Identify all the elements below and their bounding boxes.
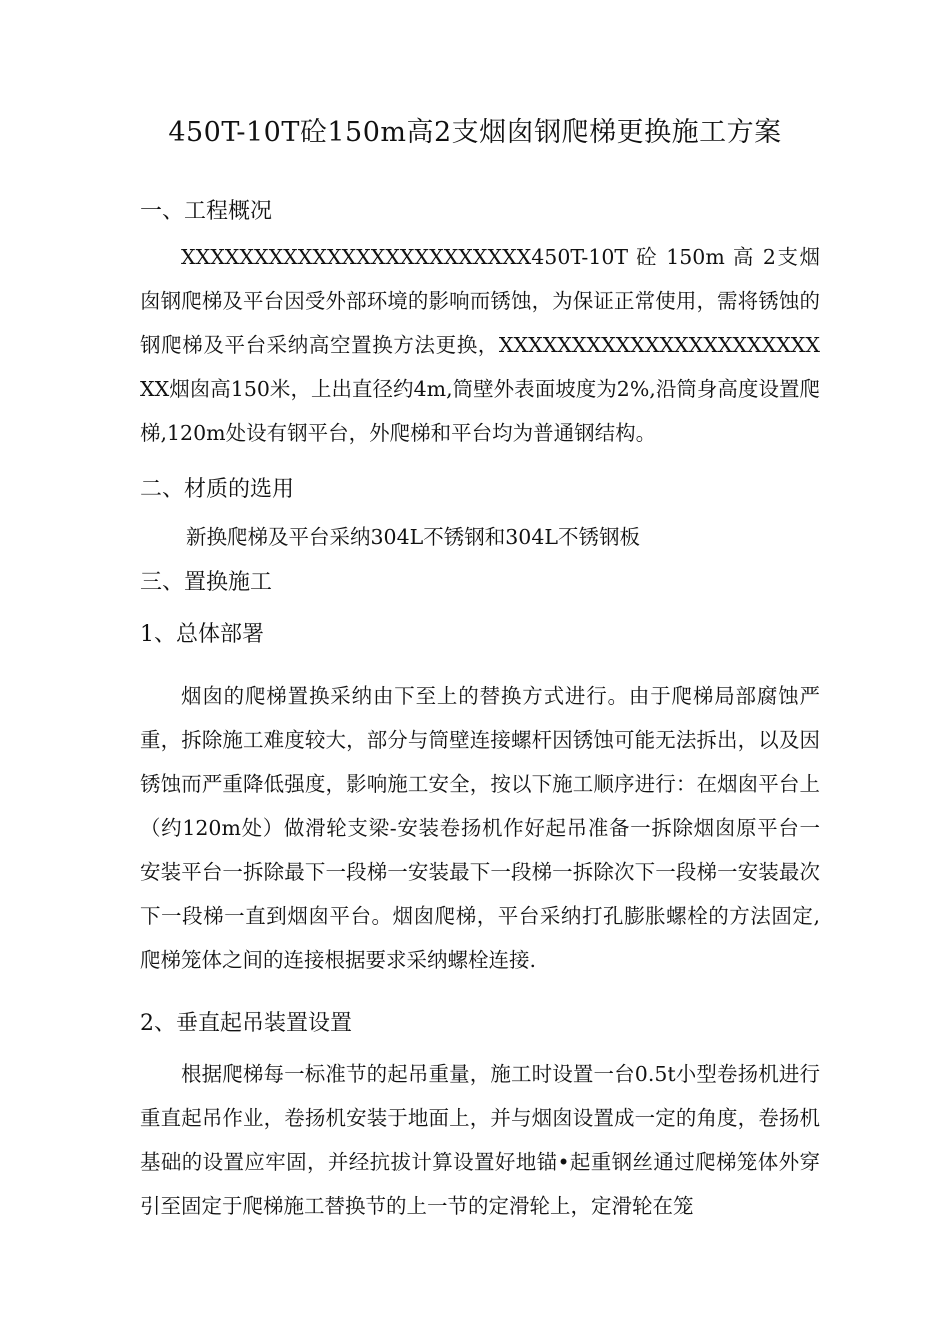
section-heading-overview: 一、工程概况: [140, 199, 273, 224]
subsection-heading-lifting: 2、垂直起吊装置设置: [140, 1011, 352, 1036]
lifting-paragraph: 根据爬梯每一标准节的起吊重量，施工时设置一台0.5t小型卷扬机进行重直起吊作业，卷扬机安装于地面上，并与烟囱设置成一定的角度，卷扬机基础的设置应牢固，并经抗拔计算设置好地锚•起重钢丝通过爬梯笼体外穿引至固定于爬梯施工替换节的上一节的定滑轮上，定滑轮在笼: [140, 1062, 820, 1218]
section-heading-materials: 二、材质的选用: [140, 477, 295, 502]
document-title: 450T-10T砼150m高2支烟囱钢爬梯更换施工方案: [168, 117, 782, 148]
section-heading-replacement: 三、置换施工: [140, 570, 273, 595]
subsection-heading-deployment: 1、总体部署: [140, 622, 264, 647]
materials-text: 新换爬梯及平台采纳304L不锈钢和304L不锈钢板: [186, 525, 640, 549]
deployment-paragraph: 烟囱的爬梯置换采纳由下至上的替换方式进行。由于爬梯局部腐蚀严重，拆除施工难度较大，部分与筒壁连接螺杆因锈蚀可能无法拆出，以及因锈蚀而严重降低强度，影响施工安全，按以下施工顺序进行：在烟囱平台上（约120m处）做滑轮支梁-安装卷扬机作好起吊准备一拆除烟囱原平台一安装平台一拆除最下一段梯一安装最下一段梯一拆除次下一段梯一安装最次下一段梯一直到烟囱平台。烟囱爬梯，平台采纳打孔膨胀螺栓的方法固定,爬梯笼体之间的连接根据要求采纳螺栓连接.: [140, 684, 820, 972]
overview-paragraph: XXXXXXXXXXXXXXXXXXXXXXXX450T-10T 砼 150m 高 2支烟囱钢爬梯及平台因受外部环境的影响而锈蚀，为保证正常使用，需将锈蚀的钢爬梯及平台采纳高空置换方法更换，XXXXXXXXXXXXXXXXXXXXXXXX烟囱高150米，上出直径约4m,筒壁外表面坡度为2%,沿筒身高度设置爬梯,120m处设有钢平台，外爬梯和平台均为普通钢结构。: [140, 245, 820, 445]
